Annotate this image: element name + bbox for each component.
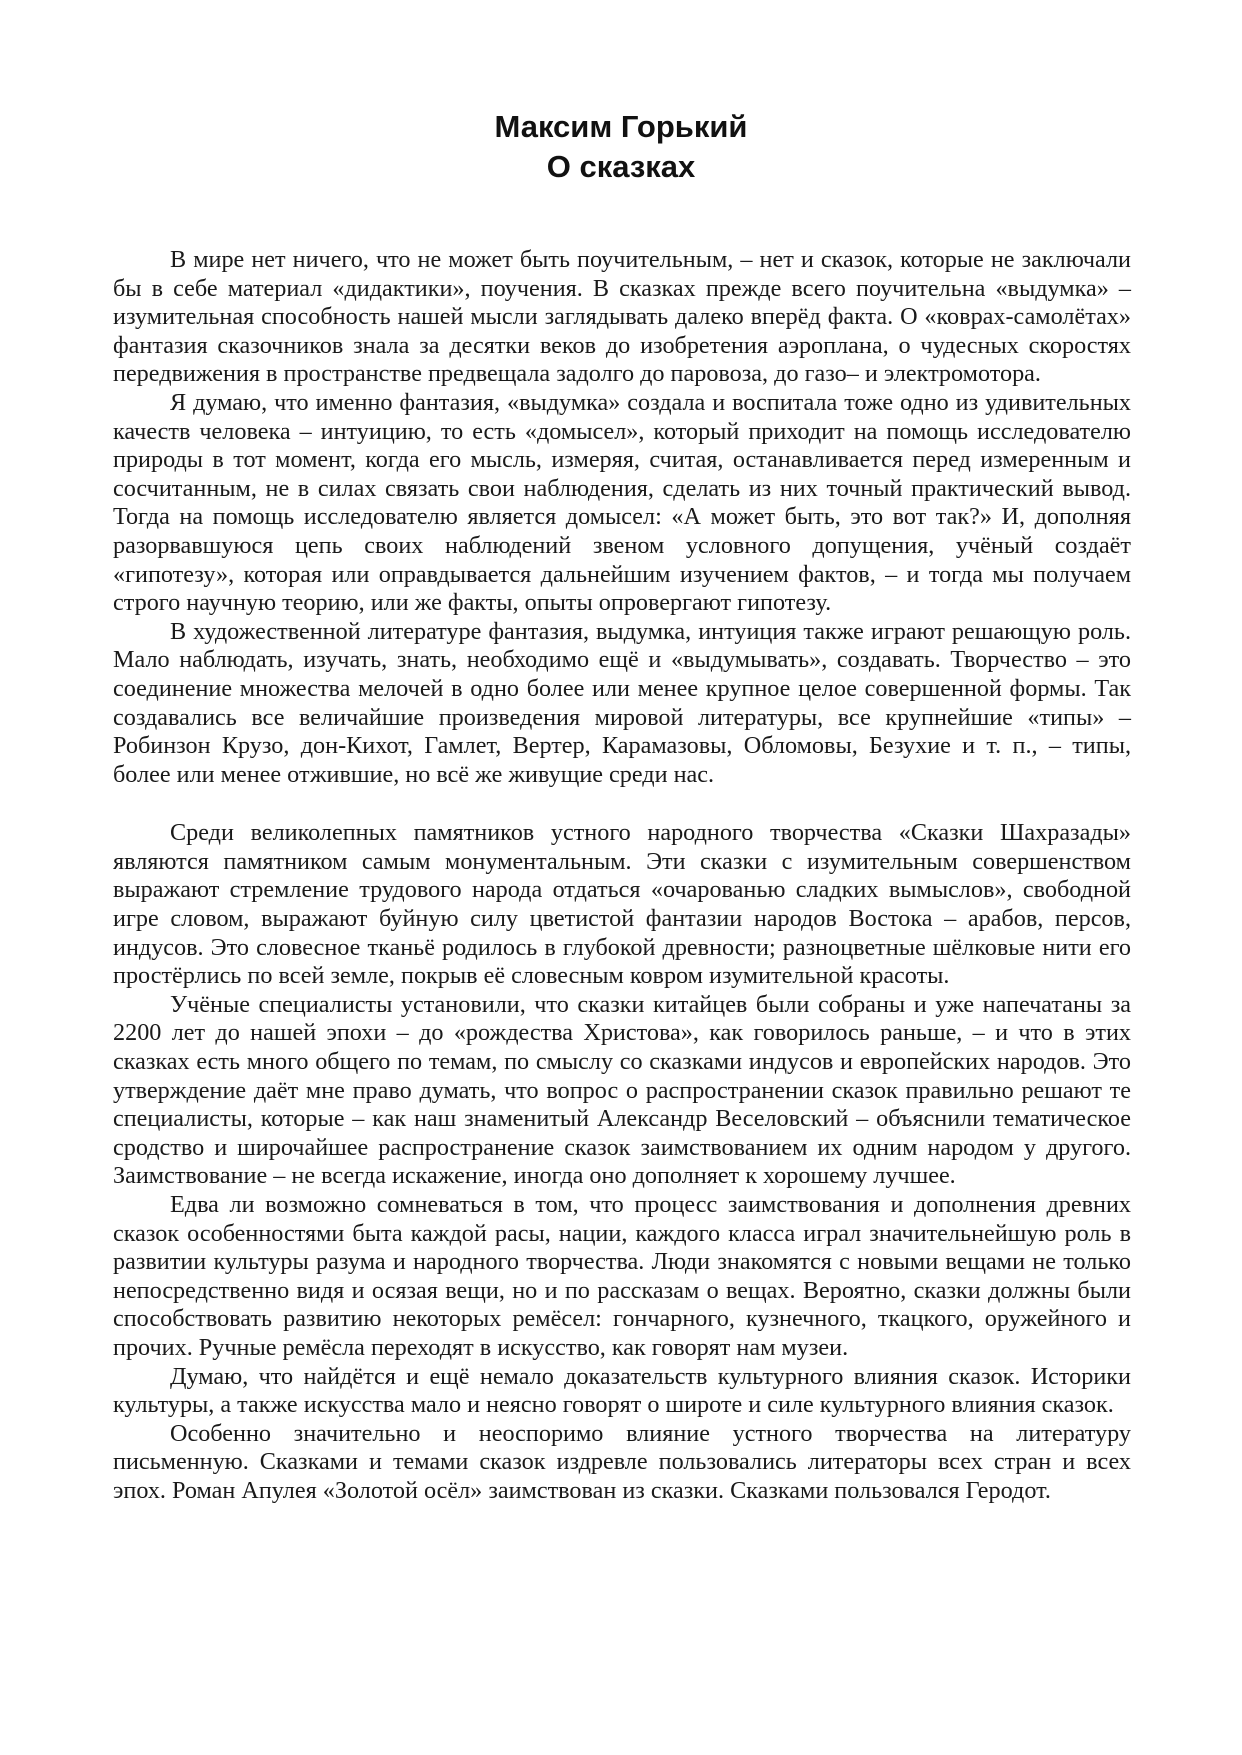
paragraph: Я думаю, что именно фантазия, «выдумка» создала и воспитала тоже одно из удивительных качеств человека – интуицию, то есть «домысел», который приходит на помощь исследователю природы в тот момент, когда его мысль, измеряя, считая, останавливается перед измеренным и сосчитанным, не в силах связать свои наблюдения, сделать из них точный практический вывод. Тогда на помощь исследователю является домысел: «А может быть, это вот так?» И, дополняя разорвавшуюся цепь своих наблюдений звеном условного допущения, учёный создаёт «гипотезу», которая или оправдывается дальнейшим изучением фактов, – и тогда мы получаем строго научную теорию, или же факты, опыты опровергают гипотезу. [113, 388, 1131, 617]
section-break [113, 789, 1131, 819]
title-block [0, 107, 1242, 187]
paragraph: Едва ли возможно сомневаться в том, что процесс заимствования и дополнения древних сказок особенностями быта каждой расы, нации, каждого класса играл значительнейшую роль в развитии культуры разума и народного творчества. Люди знакомятся с новыми вещами не только непосредственно видя и осязая вещи, но и по рассказам о вещах. Вероятно, сказки должны были способствовать развитию некоторых ремёсел: гончарного, кузнечного, ткацкого, оружейного и прочих. Ручные ремёсла переходят в искусство, как говорят нам музеи. [113, 1191, 1131, 1361]
paragraph: Думаю, что найдётся и ещё немало доказательств культурного влияния сказок. Историки культуры, а также искусства мало и неясно говорят о широте и силе культурного влияния сказок. [113, 1362, 1131, 1419]
paragraph: В мире нет ничего, что не может быть поучительным, – нет и сказок, которые не заключали бы в себе материал «дидактики», поучения. В сказках прежде всего поучительна «выдумка» – изумительная способность нашей мысли заглядывать далеко вперёд факта. О «коврах-самолётах» фантазия сказочников знала за десятки веков до изобретения аэроплана, о чудесных скоростях передвижения в пространстве предвещала задолго до паровоза, до газо– и электромотора. [113, 246, 1131, 388]
body-text [113, 246, 1131, 1506]
paragraph: Среди великолепных памятников устного народного творчества «Сказки Шахразады» являются памятником самым монументальным. Эти сказки с изумительным совершенством выражают стремление трудового народа отдаться «очарованью сладких вымыслов», свободной игре словом, выражают буйную силу цветистой фантазии народов Востока – арабов, персов, индусов. Это словесное тканьё родилось в глубокой древности; разноцветные шёлковые нити его простёрлись по всей земле, покрыв её словесным ковром изумительной красоты. [113, 819, 1131, 990]
document-title: О сказках [546, 149, 696, 184]
paragraph: Учёные специалисты установили, что сказки китайцев были собраны и уже напечатаны за 2200 лет до нашей эпохи – до «рождества Христова», как говорилось раньше, – и что в этих сказках есть много общего по темам, по смыслу со сказками индусов и европейских народов. Это утверждение даёт мне право думать, что вопрос о распространении сказок правильно решают те специалисты, которые – как наш знаменитый Александр Веселовский – объяснили тематическое сродство и широчайшее распространение сказок заимствованием их одним народом у другого. Заимствование – не всегда искажение, иногда оно дополняет к хорошему лучшее. [113, 990, 1131, 1190]
paragraph: В художественной литературе фантазия, выдумка, интуиция также играют решающую роль. Мало наблюдать, изучать, знать, необходимо ещё и «выдумывать», создавать. Творчество – это соединение множества мелочей в одно более или менее крупное целое совершенной формы. Так создавались все величайшие произведения мировой литературы, все крупнейшие «типы» – Робинзон Крузо, дон-Кихот, Гамлет, Вертер, Карамазовы, Обломовы, Безухие и т. п., – типы, более или менее отжившие, но всё же живущие среди нас. [113, 617, 1131, 788]
paragraph: Особенно значительно и неоспоримо влияние устного творчества на литературу письменную. Сказками и темами сказок издревле пользовались литераторы всех стран и всех эпох. Роман Апулея «Золотой осёл» заимствован из сказки. Сказками пользовался Геродот. [113, 1419, 1131, 1504]
author-name: Максим Горький [494, 109, 748, 144]
